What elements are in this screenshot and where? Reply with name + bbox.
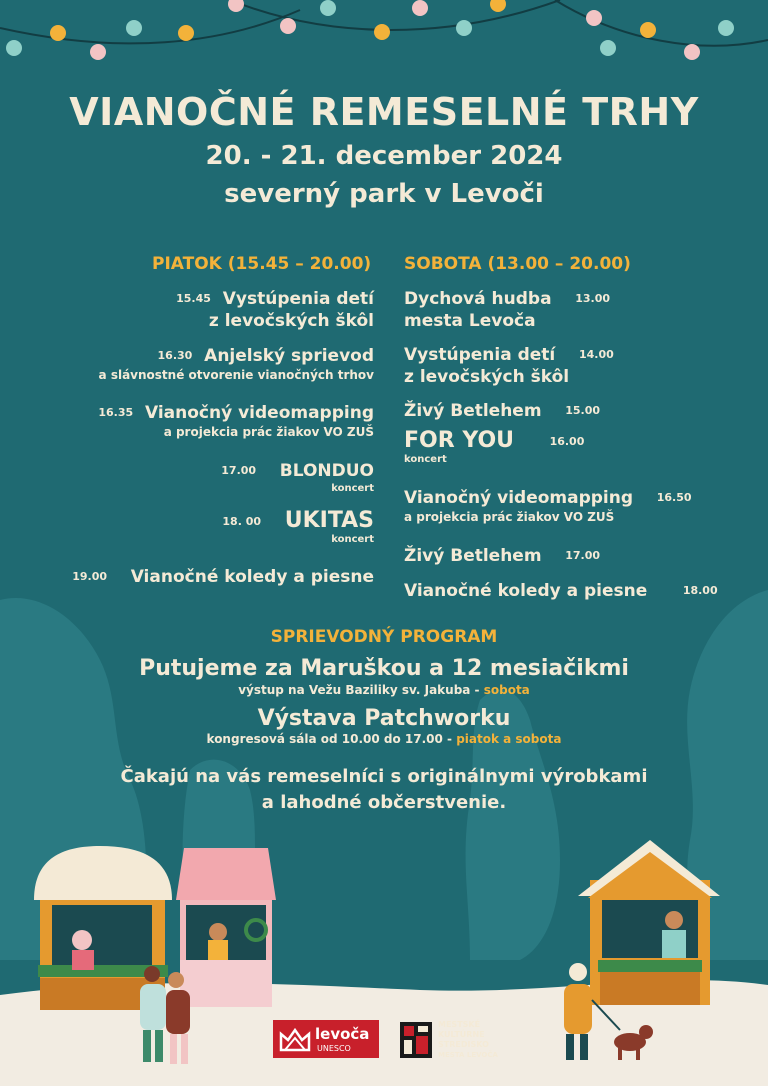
saturday-event-2 <box>404 344 614 388</box>
event-title: Živý Betlehem <box>404 401 542 421</box>
friday-heading: PIATOK (15.45 – 20.00) <box>152 254 372 274</box>
program-item-1: Putujeme za Maruškou a 12 mesiačikmi <box>139 656 629 681</box>
friday-event-2 <box>99 345 374 383</box>
market-stall-pink-icon <box>176 848 276 1007</box>
friday-event-1 <box>176 288 374 332</box>
event-time: 18. 00 <box>222 515 262 528</box>
saturday-event-7 <box>404 580 718 602</box>
event-title: UKITAS <box>284 508 374 533</box>
event-title: Vystúpenia detí <box>222 289 374 309</box>
event-place: severný park v Levoči <box>224 179 544 209</box>
levoca-logo-text: levoča <box>315 1025 370 1043</box>
program-item-2: Výstava Patchworku <box>257 706 511 731</box>
event-title: BLONDUO <box>279 461 374 481</box>
event-time: 16.50 <box>656 491 692 504</box>
event-time: 17.00 <box>565 549 601 562</box>
event-time: 15.45 <box>176 292 211 305</box>
msk-logo-line3: STREDISKO <box>438 1040 489 1049</box>
crown-icon <box>275 1020 315 1058</box>
event-time: 16.00 <box>549 435 585 448</box>
event-title: Vianočný videomapping <box>404 488 634 508</box>
event-title: Vianočné koledy a piesne <box>404 581 648 601</box>
msk-logo <box>398 1020 528 1060</box>
program-note-line1: Čakajú na vás remeselníci s originálnymi výrobkami <box>120 766 648 787</box>
program-item-1-sub: výstup na Vežu Baziliky sv. Jakuba - <box>238 683 484 697</box>
event-subtitle: koncert <box>331 534 374 545</box>
program-note-line2: a lahodné občerstvenie. <box>261 792 507 813</box>
event-title: Anjelský sprievod <box>204 346 374 366</box>
program-item-1-day: sobota <box>483 683 530 697</box>
event-time: 14.00 <box>578 348 614 361</box>
msk-logo-line1: MESTSKÉ <box>438 1020 481 1029</box>
poster-title: VIANOČNÉ REMESELNÉ TRHY <box>69 90 699 134</box>
event-time: 15.00 <box>565 404 601 417</box>
event-title: Dychová hudba <box>404 289 552 309</box>
event-title: Vystúpenia detí <box>404 345 556 365</box>
friday-event-6 <box>72 566 374 588</box>
event-time: 18.00 <box>682 584 718 597</box>
msk-logo-line2: KULTÚRNE <box>438 1030 485 1039</box>
event-title: FOR YOU <box>404 428 515 453</box>
saturday-event-6 <box>404 545 600 567</box>
event-title-line2: z levočských škôl <box>208 311 374 331</box>
program-item-2-sub: kongresová sála od 10.00 do 17.00 - <box>206 732 457 746</box>
saturday-heading: SOBOTA (13.00 – 20.00) <box>404 254 631 274</box>
event-title: Vianočné koledy a piesne <box>130 567 374 587</box>
msk-emblem-icon <box>398 1020 434 1060</box>
event-time: 16.35 <box>98 406 134 419</box>
event-title: Vianočný videomapping <box>144 403 374 423</box>
program-item-2-day: piatok a sobota <box>456 732 562 746</box>
saturday-event-5 <box>404 487 692 525</box>
friday-event-3 <box>98 402 374 440</box>
unesco-logo-text: UNESCO <box>317 1044 351 1053</box>
friday-event-5 <box>222 510 374 547</box>
msk-logo-line4: MESTA LEVOČA <box>438 1051 498 1059</box>
event-time: 16.30 <box>157 349 193 362</box>
saturday-event-1 <box>404 288 610 332</box>
program-heading: SPRIEVODNÝ PROGRAM <box>270 627 498 647</box>
event-title-line2: mesta Levoča <box>404 311 536 331</box>
program-item-1-detail <box>0 682 768 698</box>
event-subtitle: a projekcia prác žiakov VO ZUŠ <box>404 510 615 524</box>
event-subtitle: a slávnostné otvorenie vianočných trhov <box>98 368 374 382</box>
event-subtitle: koncert <box>404 454 447 465</box>
event-time: 19.00 <box>72 570 108 583</box>
event-subtitle: a projekcia prác žiakov VO ZUŠ <box>163 425 374 439</box>
event-subtitle: koncert <box>331 483 374 494</box>
event-time: 13.00 <box>575 292 611 305</box>
event-dates: 20. - 21. december 2024 <box>205 141 563 171</box>
event-time: 17.00 <box>221 464 257 477</box>
friday-event-4 <box>221 460 374 496</box>
program-item-2-detail <box>0 731 768 747</box>
saturday-event-3 <box>404 400 600 422</box>
levoca-unesco-logo <box>273 1020 379 1058</box>
saturday-event-4 <box>404 430 584 467</box>
event-title: Živý Betlehem <box>404 546 542 566</box>
event-title-line2: z levočských škôl <box>404 367 570 387</box>
